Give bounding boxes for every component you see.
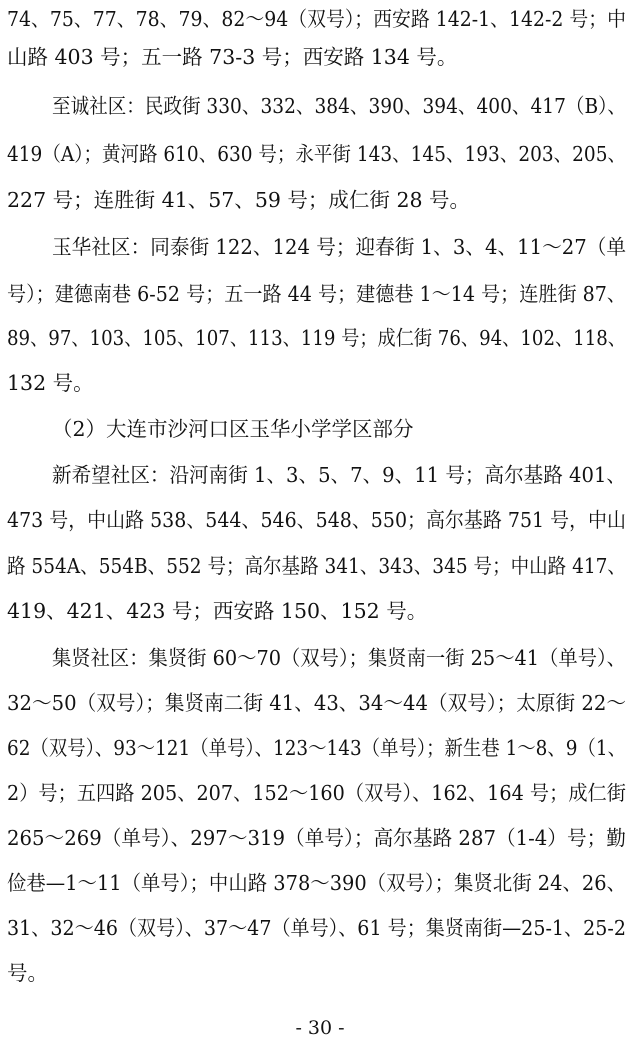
- text-line-content: 新希望社区：沿河南街 1、3、5、7、9、11 号；高尔基路 401、: [52, 463, 627, 487]
- text-line-content: 419（A）；黄河路 610、630 号；永平街 143、145、193、203、205、: [7, 142, 626, 166]
- text-line: [0, 321, 640, 355]
- text-line-content: 31、32～46（双号）、37～47（单号）、61 号；集贤南街—25-1、25-2: [7, 916, 626, 940]
- text-line-content: 62（双号）、93～121（单号）、123～143（单号）；新生巷 1～8、9（1、: [7, 736, 627, 760]
- text-line: [0, 277, 640, 311]
- text-line: [0, 731, 640, 765]
- text-line: [0, 137, 640, 171]
- section-heading: [0, 412, 640, 446]
- text-line: [0, 911, 640, 945]
- text-line: [0, 2, 640, 36]
- text-line-content: 俭巷—1～11（单号）；中山路 378～390（双号）；集贤北街 24、26、: [7, 871, 626, 895]
- text-line: [0, 89, 640, 123]
- text-line-content: 473 号，中山路 538、544、546、548、550；高尔基路 751 号，中山: [7, 508, 626, 532]
- text-line: [0, 549, 640, 583]
- text-line: [0, 641, 640, 675]
- page-number: - 30 -: [295, 1017, 345, 1039]
- text-line-content: 132 号。: [7, 371, 94, 395]
- text-line: [0, 230, 640, 264]
- text-line-content: 2）号；五四路 205、207、152～160（双号）、162、164 号；成仁街: [7, 781, 626, 805]
- text-line-content: 山路 403 号；五一路 73-3 号；西安路 134 号。: [7, 45, 458, 69]
- text-line: [0, 594, 640, 628]
- text-line-content: 89、97、103、105、107、113、119 号；成仁街 76、94、102、118、: [7, 326, 626, 350]
- section-heading-text: （2）大连市沙河口区玉华小学学区部分: [52, 417, 414, 441]
- text-line-content: 集贤社区：集贤街 60～70（双号）；集贤南一街 25～41（单号）、: [52, 646, 626, 670]
- text-line-content: 号。: [7, 961, 48, 985]
- text-line: [0, 458, 640, 492]
- text-line-content: 32～50（双号）；集贤南二街 41、43、34～44（双号）；太原街 22～: [7, 691, 627, 715]
- text-line: [0, 503, 640, 537]
- text-line: [0, 40, 640, 74]
- text-line-content: 号）；建德南巷 6-52 号；五一路 44 号；建德巷 1～14 号；连胜街 87、: [7, 282, 626, 306]
- text-line-content: 265～269（单号）、297～319（单号）；高尔基路 287（1-4）号；勤: [7, 826, 626, 850]
- text-line: [0, 821, 640, 855]
- text-line-content: 227 号；连胜街 41、57、59 号；成仁街 28 号。: [7, 188, 471, 212]
- text-line: [0, 686, 640, 720]
- text-line-content: 玉华社区：同泰街 122、124 号；迎春街 1、3、4、11～27（单: [52, 235, 627, 259]
- text-line: [0, 366, 640, 400]
- text-line: [0, 956, 640, 990]
- text-line-content: 419、421、423 号；西安路 150、152 号。: [7, 599, 428, 623]
- text-line: [0, 183, 640, 217]
- text-line-content: 路 554A、554B、552 号；高尔基路 341、343、345 号；中山路 417、: [7, 554, 626, 578]
- text-line: [0, 776, 640, 810]
- text-line: [0, 866, 640, 900]
- text-line-content: 至诚社区：民政街 330、332、384、390、394、400、417（B）、: [52, 94, 626, 118]
- text-line-content: 74、75、77、78、79、82～94（双号）；西安路 142-1、142-2 号；中: [7, 7, 626, 31]
